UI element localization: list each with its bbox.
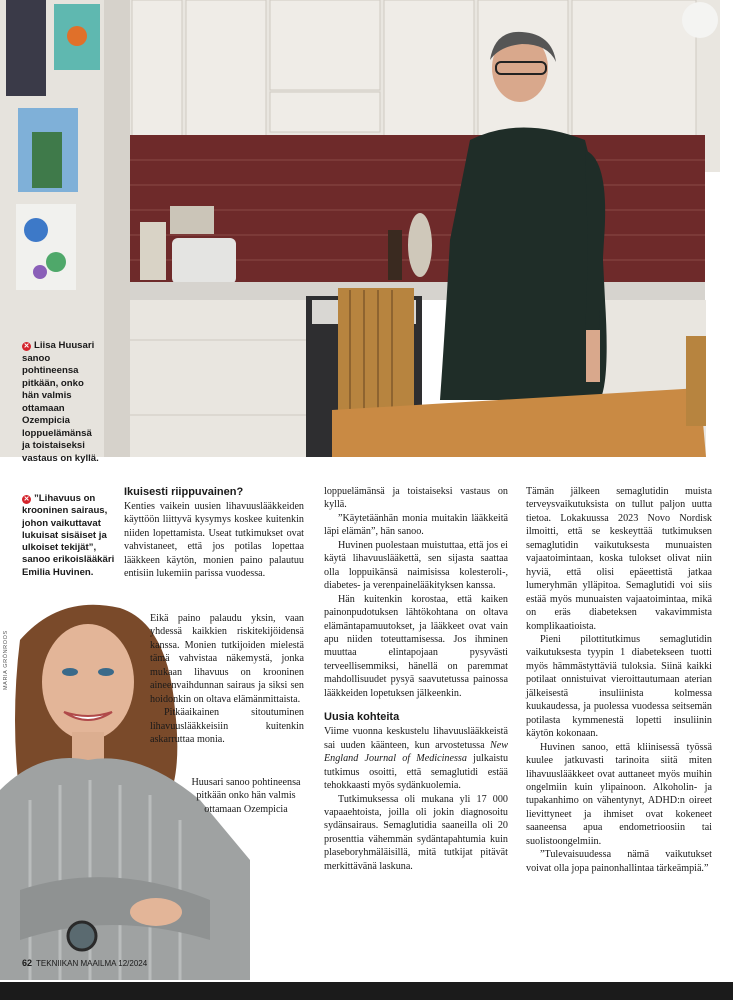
paragraph: Hän kuitenkin korostaa, että kaiken painonpudotuksen lähtökohtana on oltava elämäntapamuutokset, ja lääkkeet ovat vain apu niiden toteuttamisessa. Jos ihminen muuttaa elintapojaan pysyvästi terveellisemmiksi, hänellä on paremmat mahdollisuudet pysyä saavutetussa painossa lääkkeiden lopetuksen jälkeenkin. xyxy=(324,593,508,699)
page-number: 62 xyxy=(22,958,33,968)
paragraph: Pitkäaikainen sitoutuminen lihavuuslääkkeisiin kuitenkin askarruttaa monia. xyxy=(150,707,304,746)
paragraph: Huusari sanoo pohtineensa pitkään onko hän valmis ottamaan Ozempicia xyxy=(191,777,301,815)
paragraph: Tutkimuksessa oli mukana yli 17 000 vapaaehtoista, joilla oli jokin diagnosoitu sydänsairaus. Semaglutidia saaneilla oli 20 prosenttia vähemmän sydäntapahtumia kuin plaseboryhmäläisillä, mitä tutkijat pitävät merkittävänä laskuna. xyxy=(324,793,508,872)
article-column-1 xyxy=(124,485,304,581)
article-column-1-tail xyxy=(188,776,304,816)
section-heading: Uusia kohteita xyxy=(324,711,400,724)
paragraph: Eikä paino palaudu yksin, vaan yhdessä kaikkien riskitekijöidensä kanssa. Monien tutkijoiden mielestä tämä vahvistaa näkemystä, jonka mukaan lihavuus on krooninen aineenvaihdunnan sairaus ja siksi sen hoidonkin on oltava elämänmittaista. xyxy=(150,613,304,705)
bottom-bar xyxy=(0,982,733,1000)
paragraph: Huvinen sanoo, että kliinisessä työssä kuulee jatkuvasti tarinoita siitä miten lihavuuslääkkeet ovat auttaneet myös muihin ongelmiin kuin ylipainoon. Alkoholin- ja tupakanhimo on vähentynyt, ADHD:n oireet lievittyneet ja ihmiset ovat kokeneet saaneensa apua endometrioosiin tai suolistoongelmiin. xyxy=(526,741,712,847)
paragraph: Pieni pilottitutkimus semaglutidin vaikutuksesta tyypin 1 diabetekseen tuotti myös hämmästyttäviä tuloksia. Siinä kaikki potilaat onnistuivat vieroittautumaan aterian jälkeisestä insuliinista kolmessa kuukaudessa, ja puolessa vuodessa seitsemän potilasta kymmenestä lopetti insuliinin käytön kokonaan. xyxy=(526,633,712,740)
journal-name: New England Journal of Medicinessa xyxy=(324,739,508,765)
magazine-name: TEKNIIKAN MAAILMA 12/2024 xyxy=(36,959,148,968)
paragraph: loppuelämänsä ja toistaiseksi vastaus on kyllä. xyxy=(324,486,508,511)
page-folio xyxy=(22,958,147,968)
article-column-2 xyxy=(324,485,508,873)
article-column-3 xyxy=(526,485,712,875)
kitchen-photo xyxy=(0,0,733,457)
pull-quote: ✕ ”Lihavuus on krooninen sairaus, johon vaikuttavat lukuisat sisäiset ja ulkoiset tekijät”, sanoo erikoislääkäri Emilia Huvinen. xyxy=(22,493,115,578)
quote-marker-icon: ✕ xyxy=(23,496,30,503)
paragraph: Kenties vaikein uusien lihavuuslääkkeiden käyttöön liittyvä kysymys koskee kuitenkin niiden lopettamista. Useat tutkimukset ovat vahvistaneet, että jos potilas lopettaa lääkkeen käytön, monien paino palautuu entisiin lukemiin parissa vuodessa. xyxy=(124,501,304,580)
article-column-1-wrap xyxy=(150,612,304,747)
paragraph: Huvinen puolestaan muistuttaa, että jos ei käytä lihavuuslääkettä, sen sijasta saattaa olla loppuikänsä naimisissa kolesteroli-, diabetes- ja verenpainelääkityksen kanssa. xyxy=(324,539,508,592)
paragraph: Tämän jälkeen semaglutidin muista terveysvaikutuksista on tullut paljon uutta tietoa. Lokakuussa 2023 Novo Nordisk ilmoitti, että se keskeyttää tutkimuksen semaglutidin vaikutuksesta munuaisten vajaatoimintaan, koska tulokset olivat niin hyviä, että olisi epäeettistä jatkaa lumeryhmän ylläpitoa. Semaglutidi voi siis estää myös munuaisten vajaatoimintaa, mikä on eräs diabeteksen vakavimmista komplikaatioista. xyxy=(526,486,712,632)
paragraph: Viime vuonna keskustelu lihavuuslääkkeistä sai uuden käänteen, kun arvostetussa New England Journal of Medicinessa julkaistu tutkimus osoitti, että semaglutidi estää tehokkaasti myös sydänkuolemia. xyxy=(324,726,509,792)
paragraph: ”Käytetäänhän monia muitakin lääkkeitä läpi elämän”, hän sanoo. xyxy=(324,512,508,538)
paragraph: ”Tulevaisuudessa nämä vaikutukset voivat olla jopa painonhallintaa tärkeämpiä.” xyxy=(526,849,712,874)
caption-marker-icon: ✕ xyxy=(23,343,30,350)
photo-credit: MARIA GRÖNROOS xyxy=(3,630,9,690)
section-heading: Ikuisesti riippuvainen? xyxy=(124,486,244,498)
photo-caption: ✕ Liisa Huusari sanoo pohtineensa pitkään, onko hän valmis ottamaan Ozempicia loppuelämänsä ja toistaiseksi vastaus on kyllä. xyxy=(22,340,99,464)
